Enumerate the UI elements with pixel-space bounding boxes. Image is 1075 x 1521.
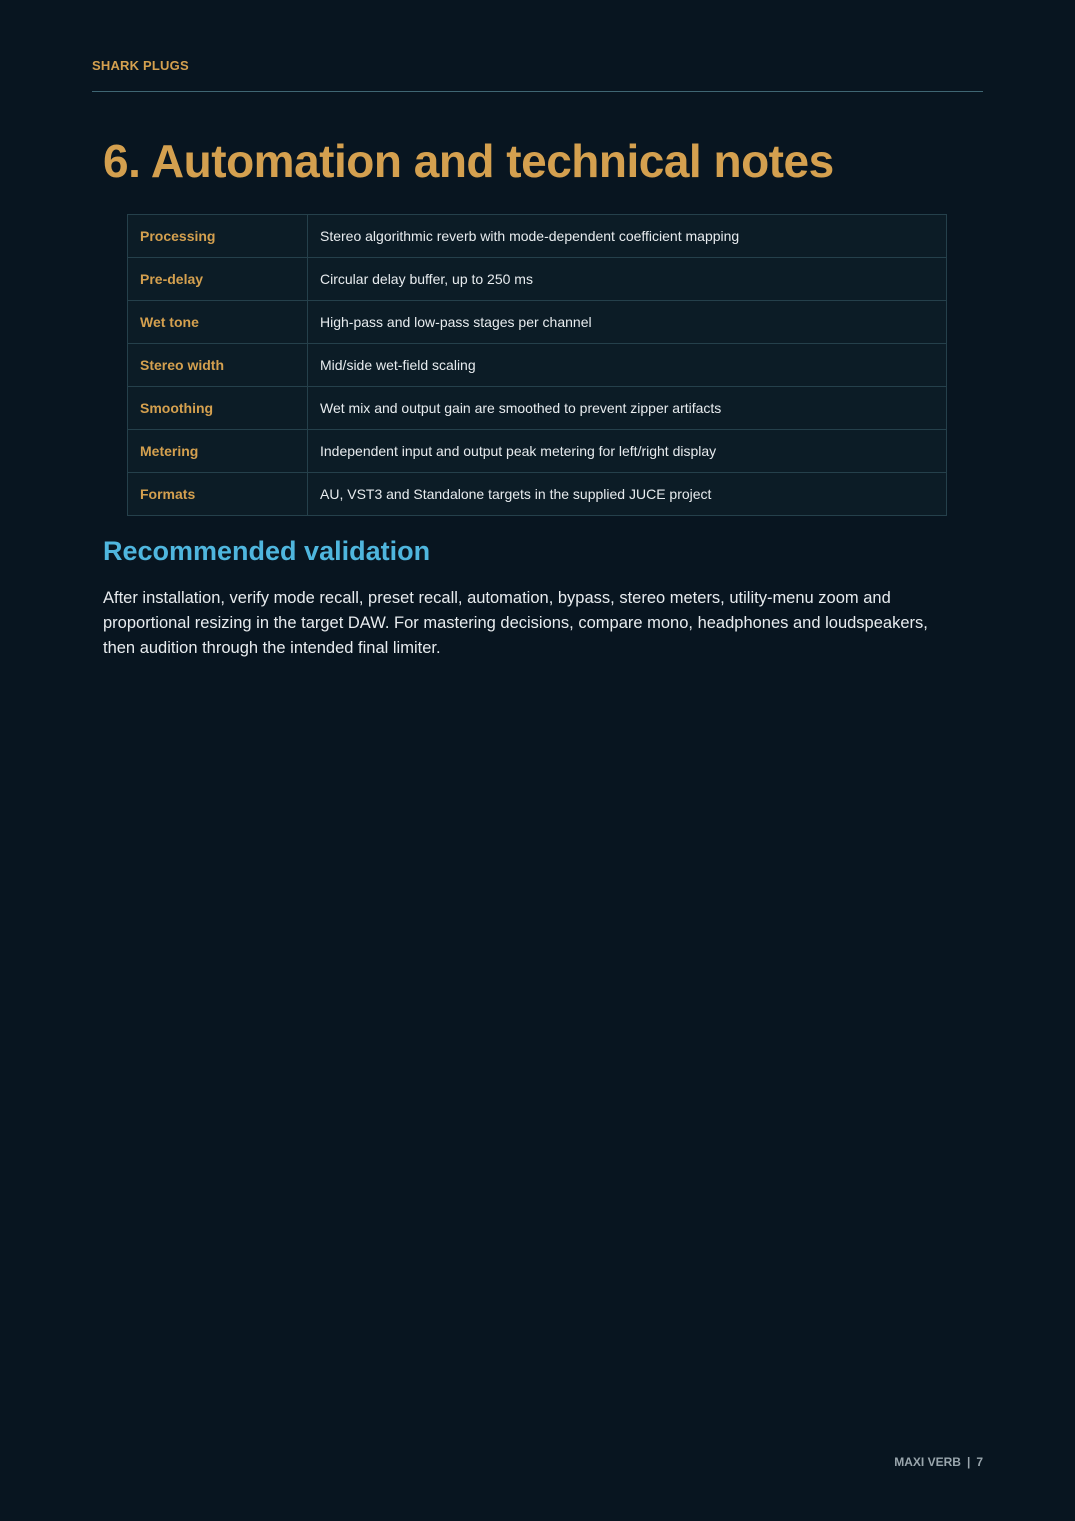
spec-table xyxy=(127,214,947,516)
spec-key: Wet tone xyxy=(128,301,308,344)
spec-value: Circular delay buffer, up to 250 ms xyxy=(308,258,947,301)
spec-value: Mid/side wet-field scaling xyxy=(308,344,947,387)
spec-key: Formats xyxy=(128,473,308,516)
page-title: 6. Automation and technical notes xyxy=(103,135,834,187)
table-row xyxy=(128,301,947,344)
validation-body: After installation, verify mode recall, preset recall, automation, bypass, stereo meters, utility-menu zoom and proportional resizing in the target DAW. For mastering decisions, compare mono, headphones and loudspeakers, then audition through the intended final limiter. xyxy=(103,589,928,657)
table-row xyxy=(128,215,947,258)
spec-value: Wet mix and output gain are smoothed to prevent zipper artifacts xyxy=(308,387,947,430)
spec-key: Pre-delay xyxy=(128,258,308,301)
spec-key: Metering xyxy=(128,430,308,473)
table-row xyxy=(128,430,947,473)
footer-separator: | xyxy=(966,1455,971,1469)
table-row xyxy=(128,344,947,387)
spec-key: Smoothing xyxy=(128,387,308,430)
header-brand: SHARK PLUGS xyxy=(92,58,189,73)
spec-value: AU, VST3 and Standalone targets in the supplied JUCE project xyxy=(308,473,947,516)
page-number: 7 xyxy=(976,1455,983,1469)
spec-key: Stereo width xyxy=(128,344,308,387)
table-row xyxy=(128,387,947,430)
validation-heading: Recommended validation xyxy=(103,536,431,566)
spec-key: Processing xyxy=(128,215,308,258)
spec-value: High-pass and low-pass stages per channel xyxy=(308,301,947,344)
header-divider xyxy=(92,91,983,92)
table-row xyxy=(128,258,947,301)
footer-product: MAXI VERB xyxy=(894,1455,961,1469)
page-footer xyxy=(894,1455,983,1469)
spec-value: Independent input and output peak metering for left/right display xyxy=(308,430,947,473)
table-row xyxy=(128,473,947,516)
spec-value: Stereo algorithmic reverb with mode-dependent coefficient mapping xyxy=(308,215,947,258)
